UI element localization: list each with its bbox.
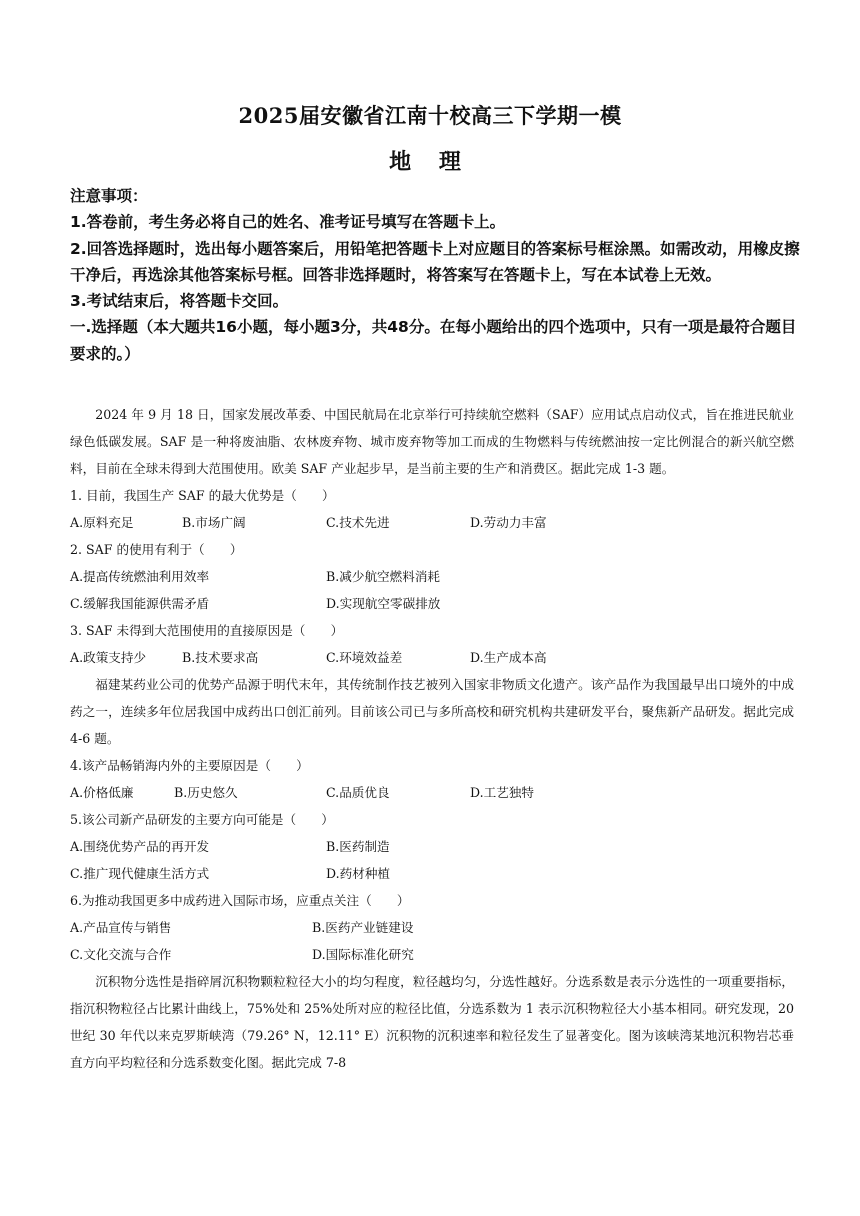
option-c: C.推广现代健康生活方式 [70,866,210,881]
passage-sediment: 沉积物分选性是指碎屑沉积物颗粒粒径大小的均匀程度，粒径越均匀，分选性越好。分选系数是表示分选性的一项重要指标，指沉积物粒径占比累计曲线上，75%处和 25%处所对应的粒径比值，分选系数为 1 表示沉积物粒径大小基本相同。研究发现，20 世纪 30 年代以来克罗斯峡湾（79.26° N，12.11° E）沉积物的沉积速率和粒径发生了显著变化。图为该峡湾某地沉积物岩芯垂直方向平均粒径和分选系数变化图。据此完成 7-8 [70,974,794,1070]
section-heading: 一.选择题（本大题共16小题，每小题3分，共48分。在每小题给出的四个选项中，只有一项是最符合题目要求的。） [70,318,797,363]
option-a: A.价格低廉 [70,785,134,800]
question-2-options-row1 [70,563,794,590]
option-a: A.政策支持少 [70,650,147,665]
option-a: A.提高传统燃油利用效率 [70,569,210,584]
question-5-options-row2 [70,860,794,887]
option-c: C.文化交流与合作 [70,947,172,962]
option-b: B.技术要求高 [182,650,259,665]
question-3-stem: 3. SAF 未得到大范围使用的直接原因是（ ） [70,623,344,638]
question-6-options-row1 [70,914,794,941]
question-2-stem: 2. SAF 的使用有利于（ ） [70,542,243,557]
instructions-heading: 注意事项： [70,187,148,205]
passage-saf: 2024 年 9 月 18 日，国家发展改革委、中国民航局在北京举行可持续航空燃料（SAF）应用试点启动仪式，旨在推进民航业绿色低碳发展。SAF 是一种将废油脂、农林废弃物、城市废弃物等加工而成的生物燃料与传统燃油按一定比例混合的新兴航空燃料，目前在全球未得到大范围使用。欧美 SAF 产业起步早，是当前主要的生产和消费区。据此完成 1-3 题。 [70,407,794,476]
passage-pharma: 福建某药业公司的优势产品源于明代末年，其传统制作技艺被列入国家非物质文化遗产。该产品作为我国最早出口境外的中成药之一，连续多年位居我国中成药出口创汇前列。目前该公司已与多所高校和研究机构共建研发平台，聚焦新产品研发。据此完成 4-6 题。 [70,677,794,746]
option-c: C.环境效益差 [326,650,403,665]
option-d: D.药材种植 [326,866,391,881]
option-d: D.实现航空零碳排放 [326,596,441,611]
option-c: C.缓解我国能源供需矛盾 [70,596,210,611]
question-1-stem: 1. 目前，我国生产 SAF 的最大优势是（ ） [70,488,335,503]
option-b: B.医药制造 [326,839,390,854]
question-4-stem: 4.该产品畅销海内外的主要原因是（ ） [70,758,309,773]
question-4-options [70,779,794,806]
question-1-options [70,509,794,536]
option-a: A.原料充足 [70,515,134,530]
exam-title: 2025届安徽省江南十校高三下学期一模 [238,103,622,128]
option-a: A.产品宣传与销售 [70,920,172,935]
option-d: D.工艺独特 [470,785,535,800]
subject-title: 地 理 [389,149,471,175]
exam-instructions [70,183,800,367]
option-d: D.生产成本高 [470,650,547,665]
option-c: C.品质优良 [326,785,390,800]
question-5-stem: 5.该公司新产品研发的主要方向可能是（ ） [70,812,334,827]
instruction-item: 3.考试结束后，将答题卡交回。 [70,292,289,311]
option-b: B.医药产业链建设 [312,920,414,935]
option-b: B.减少航空燃料消耗 [326,569,441,584]
question-6-stem: 6.为推动我国更多中成药进入国际市场，应重点关注（ ） [70,893,410,908]
question-2-options-row2 [70,590,794,617]
option-b: B.市场广阔 [182,515,246,530]
question-6-options-row2 [70,941,794,968]
question-5-options-row1 [70,833,794,860]
option-b: B.历史悠久 [174,785,238,800]
question-3-options [70,644,794,671]
instruction-item: 2.回答选择题时，选出每小题答案后，用铅笔把答题卡上对应题目的答案标号框涂黑。如需改动，用橡皮擦干净后，再选涂其他答案标号框。回答非选择题时，将答案写在答题卡上，写在本试卷上无效。 [70,239,800,284]
option-d: D.国际标准化研究 [312,947,414,962]
option-a: A.围绕优势产品的再开发 [70,839,210,854]
question-body [70,401,794,1076]
option-c: C.技术先进 [326,515,390,530]
option-d: D.劳动力丰富 [470,515,547,530]
instruction-item: 1.答卷前，考生务必将自己的姓名、准考证号填写在答题卡上。 [70,213,506,232]
